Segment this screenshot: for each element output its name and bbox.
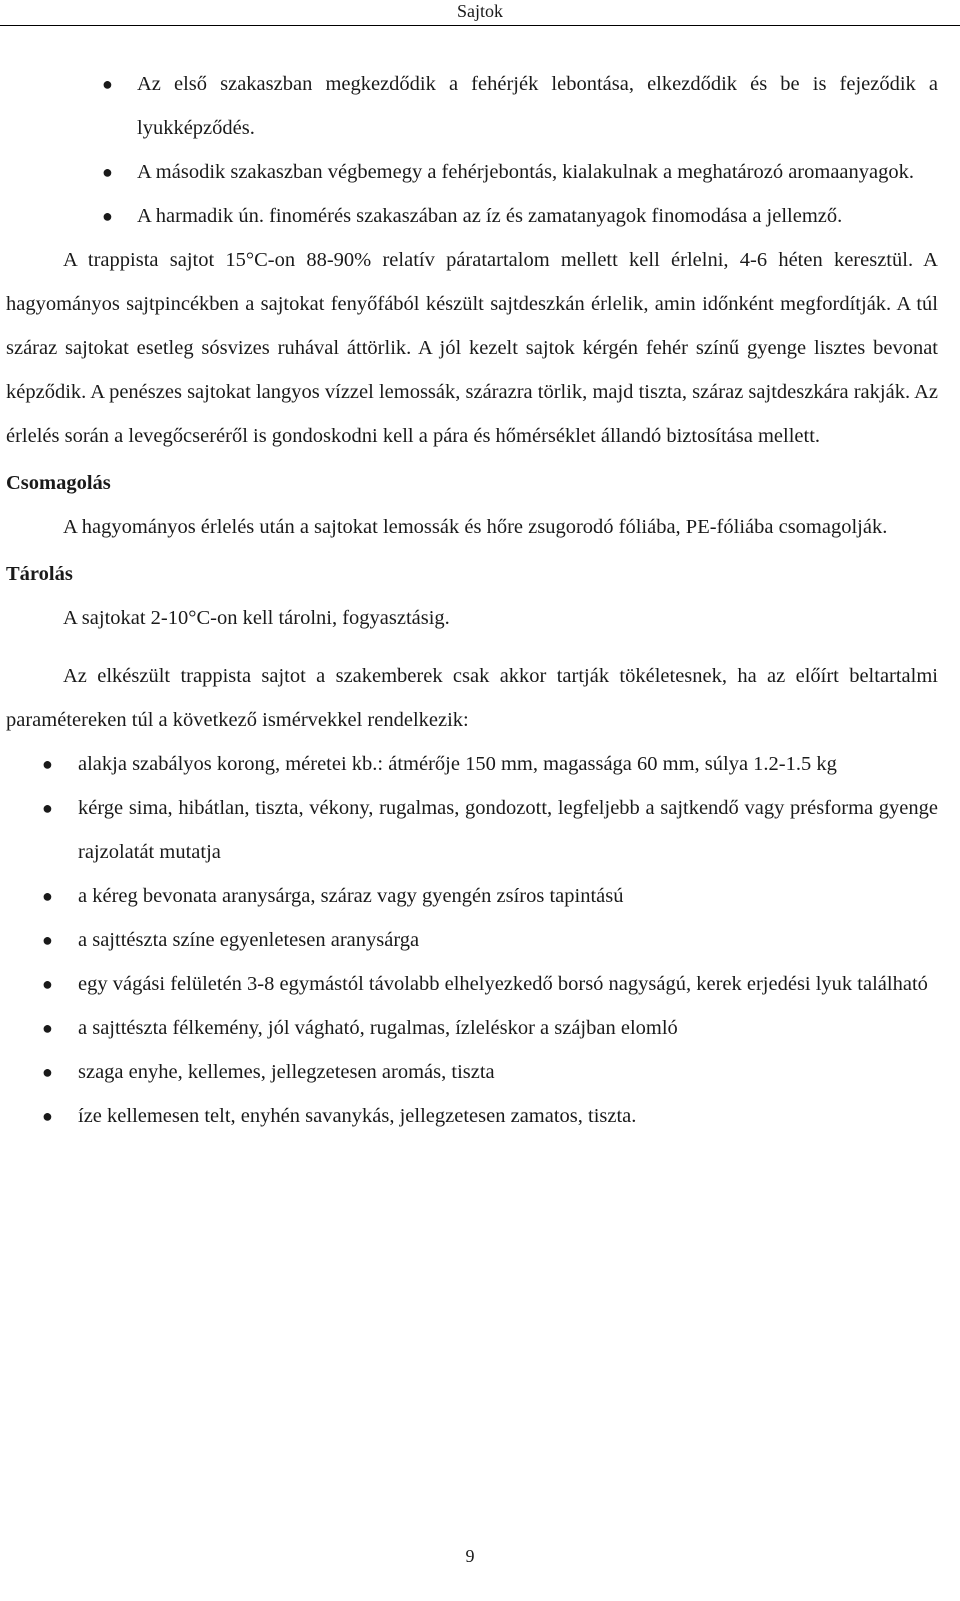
bullet-icon: ● bbox=[102, 162, 113, 182]
bullet-icon: ● bbox=[42, 798, 53, 818]
list-item: ● kérge sima, hibátlan, tiszta, vékony, rugalmas, gondozott, legfeljebb a sajtkendő vagy présforma gyenge rajzolatát mutatja bbox=[6, 786, 938, 874]
list-item: ● alakja szabályos korong, méretei kb.: átmérője 150 mm, magassága 60 mm, súlya 1.2-1.5 kg bbox=[6, 742, 938, 786]
running-header bbox=[0, 0, 960, 26]
ripening-stages-list bbox=[6, 62, 938, 238]
ripening-paragraph: A trappista sajtot 15°C-on 88-90% relatív páratartalom mellett kell érlelni, 4-6 héten keresztül. A hagyományos sajtpincékben a sajtokat fenyőfából készült sajtdeszkán érlelik, amin időnként megfordítják. A túl száraz sajtokat esetleg sósvizes ruhával áttörlik. A jól kezelt sajtok kérgén fehér színű gyenge lisztes bevonat képződik. A penészes sajtokat langyos vízzel lemossák, szárazra törlik, majd tiszta, száraz sajtdeszkára rakják. Az érlelés során a levegőcseréről is gondoskodni kell a pára és hőmérséklet állandó biztosítása mellett. bbox=[6, 249, 938, 447]
bullet-icon: ● bbox=[102, 206, 113, 226]
list-item: ● szaga enyhe, kellemes, jellegzetesen aromás, tiszta bbox=[6, 1050, 938, 1094]
bullet-icon: ● bbox=[42, 930, 53, 950]
bullet-icon: ● bbox=[42, 1062, 53, 1082]
bullet-icon: ● bbox=[42, 886, 53, 906]
bullet-icon: ● bbox=[102, 74, 113, 94]
page-number: 9 bbox=[465, 1546, 475, 1566]
list-item: ● a sajttészta színe egyenletesen aranysárga bbox=[6, 918, 938, 962]
bullet-icon: ● bbox=[42, 1106, 53, 1126]
list-item: ● Az első szakaszban megkezdődik a fehérjék lebontása, elkezdődik és be is fejeződik a lyukképződés. bbox=[6, 62, 938, 150]
quality-criteria-list bbox=[6, 742, 938, 1138]
list-item: ● a sajttészta félkemény, jól vágható, rugalmas, ízleléskor a szájban elomló bbox=[6, 1006, 938, 1050]
storage-heading: Tárolás bbox=[6, 563, 73, 585]
bullet-icon: ● bbox=[42, 754, 53, 774]
list-item: ● a kéreg bevonata aranysárga, száraz vagy gyengén zsíros tapintású bbox=[6, 874, 938, 918]
header-title: Sajtok bbox=[456, 1, 503, 21]
list-item: ● A harmadik ún. finomérés szakaszában az íz és zamatanyagok finomodása a jellemző. bbox=[6, 194, 938, 238]
list-item: ● íze kellemesen telt, enyhén savanykás, jellegzetesen zamatos, tiszta. bbox=[6, 1094, 938, 1138]
list-item: ● egy vágási felületén 3-8 egymástól távolabb elhelyezkedő borsó nagyságú, kerek erjedési lyuk található bbox=[6, 962, 938, 1006]
bullet-icon: ● bbox=[42, 974, 53, 994]
bullet-icon: ● bbox=[42, 1018, 53, 1038]
packaging-heading: Csomagolás bbox=[6, 472, 111, 494]
packaging-text: A hagyományos érlelés után a sajtokat lemossák és hőre zsugorodó fóliába, PE-fóliába csomagolják. bbox=[63, 516, 888, 538]
quality-intro: Az elkészült trappista sajtot a szakemberek csak akkor tartják tökéletesnek, ha az előírt beltartalmi paramétereken túl a következő ismérvekkel rendelkezik: bbox=[6, 665, 938, 731]
storage-text: A sajtokat 2-10°C-on kell tárolni, fogyasztásig. bbox=[63, 607, 450, 629]
page-content bbox=[6, 62, 938, 1138]
list-item: ● A második szakaszban végbemegy a fehérjebontás, kialakulnak a meghatározó aromaanyagok. bbox=[6, 150, 938, 194]
